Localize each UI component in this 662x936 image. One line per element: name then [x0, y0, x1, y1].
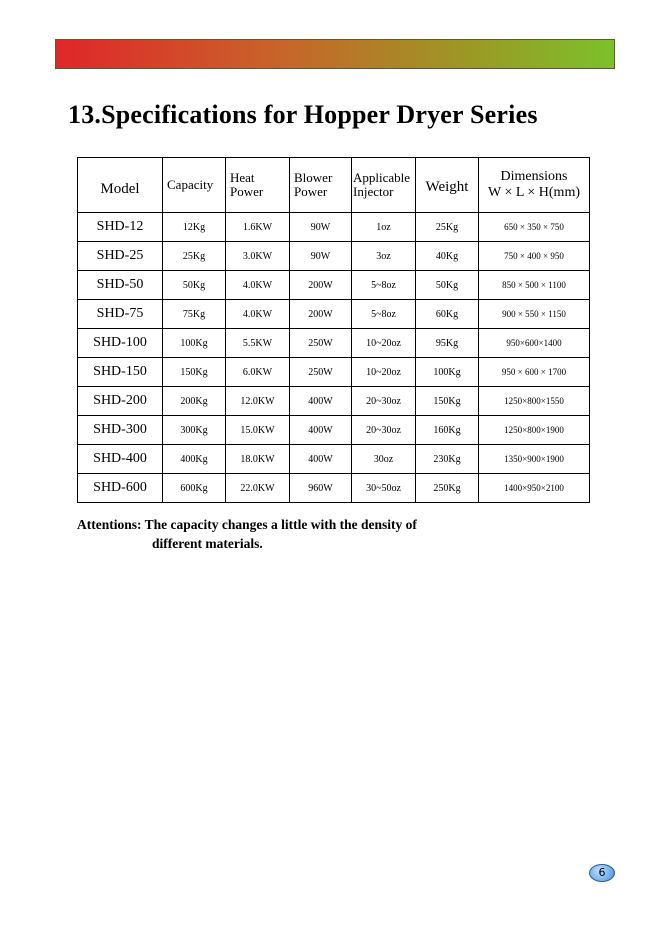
cell-dimensions: 850 × 500 × 1100	[479, 271, 590, 300]
attention-note	[77, 515, 557, 553]
cell-weight: 50Kg	[416, 271, 479, 300]
cell-heat-power: 3.0KW	[226, 242, 290, 271]
cell-blower-power: 400W	[290, 416, 352, 445]
cell-capacity: 75Kg	[163, 300, 226, 329]
cell-dimensions: 1250×800×1550	[479, 387, 590, 416]
cell-injector: 5~8oz	[352, 300, 416, 329]
cell-model: SHD-100	[78, 329, 163, 358]
cell-capacity: 100Kg	[163, 329, 226, 358]
cell-weight: 40Kg	[416, 242, 479, 271]
cell-injector: 30~50oz	[352, 474, 416, 503]
cell-model: SHD-300	[78, 416, 163, 445]
cell-heat-power: 4.0KW	[226, 300, 290, 329]
header-applicable-injector	[352, 158, 416, 213]
cell-dimensions: 950×600×1400	[479, 329, 590, 358]
cell-injector: 10~20oz	[352, 358, 416, 387]
cell-dimensions: 1250×800×1900	[479, 416, 590, 445]
cell-model: SHD-12	[78, 213, 163, 242]
header-heat-power-line1: Heat	[230, 170, 255, 185]
cell-weight: 100Kg	[416, 358, 479, 387]
header-dimensions-line1: Dimensions	[500, 169, 568, 184]
table-row	[78, 474, 590, 503]
cell-model: SHD-75	[78, 300, 163, 329]
cell-injector: 20~30oz	[352, 387, 416, 416]
header-dimensions-line2: W × L × H(mm)	[488, 185, 580, 200]
cell-blower-power: 400W	[290, 387, 352, 416]
cell-model: SHD-400	[78, 445, 163, 474]
table-row	[78, 387, 590, 416]
cell-heat-power: 18.0KW	[226, 445, 290, 474]
cell-model: SHD-600	[78, 474, 163, 503]
header-capacity: Capacity	[163, 158, 226, 213]
cell-weight: 60Kg	[416, 300, 479, 329]
specifications-table	[77, 157, 590, 503]
header-heat-power	[226, 158, 290, 213]
header-blower-power-line2: Power	[294, 184, 328, 199]
cell-dimensions: 950 × 600 × 1700	[479, 358, 590, 387]
cell-blower-power: 90W	[290, 242, 352, 271]
table-row	[78, 445, 590, 474]
header-dimensions	[479, 158, 590, 213]
cell-injector: 30oz	[352, 445, 416, 474]
table-header-row	[78, 158, 590, 213]
cell-capacity: 600Kg	[163, 474, 226, 503]
cell-dimensions: 900 × 550 × 1150	[479, 300, 590, 329]
page-number-badge: 6	[589, 864, 615, 882]
page-title: 13.Specifications for Hopper Dryer Series	[68, 100, 538, 129]
table-row	[78, 358, 590, 387]
cell-blower-power: 250W	[290, 329, 352, 358]
cell-blower-power: 400W	[290, 445, 352, 474]
cell-capacity: 50Kg	[163, 271, 226, 300]
table-row	[78, 271, 590, 300]
cell-model: SHD-25	[78, 242, 163, 271]
cell-heat-power: 5.5KW	[226, 329, 290, 358]
cell-weight: 25Kg	[416, 213, 479, 242]
cell-heat-power: 12.0KW	[226, 387, 290, 416]
cell-weight: 160Kg	[416, 416, 479, 445]
cell-weight: 95Kg	[416, 329, 479, 358]
cell-dimensions: 650 × 350 × 750	[479, 213, 590, 242]
cell-capacity: 150Kg	[163, 358, 226, 387]
cell-capacity: 400Kg	[163, 445, 226, 474]
header-heat-power-line2: Power	[230, 184, 264, 199]
cell-injector: 20~30oz	[352, 416, 416, 445]
table-row	[78, 213, 590, 242]
cell-capacity: 200Kg	[163, 387, 226, 416]
header-gradient-bar	[55, 39, 615, 69]
attention-line2: different materials.	[152, 536, 263, 551]
header-blower-power-line1: Blower	[294, 170, 333, 185]
cell-dimensions: 1400×950×2100	[479, 474, 590, 503]
header-injector-line2: Injector	[353, 184, 394, 199]
cell-capacity: 300Kg	[163, 416, 226, 445]
cell-weight: 230Kg	[416, 445, 479, 474]
cell-capacity: 12Kg	[163, 213, 226, 242]
cell-injector: 1oz	[352, 213, 416, 242]
cell-blower-power: 200W	[290, 300, 352, 329]
cell-capacity: 25Kg	[163, 242, 226, 271]
cell-dimensions: 750 × 400 × 950	[479, 242, 590, 271]
table-row	[78, 242, 590, 271]
cell-injector: 10~20oz	[352, 329, 416, 358]
cell-injector: 5~8oz	[352, 271, 416, 300]
cell-weight: 150Kg	[416, 387, 479, 416]
cell-heat-power: 15.0KW	[226, 416, 290, 445]
cell-blower-power: 200W	[290, 271, 352, 300]
cell-model: SHD-200	[78, 387, 163, 416]
cell-model: SHD-50	[78, 271, 163, 300]
cell-heat-power: 1.6KW	[226, 213, 290, 242]
table-row	[78, 329, 590, 358]
cell-model: SHD-150	[78, 358, 163, 387]
table-body	[78, 213, 590, 503]
cell-dimensions: 1350×900×1900	[479, 445, 590, 474]
cell-heat-power: 4.0KW	[226, 271, 290, 300]
table-row	[78, 416, 590, 445]
cell-blower-power: 250W	[290, 358, 352, 387]
cell-heat-power: 22.0KW	[226, 474, 290, 503]
cell-heat-power: 6.0KW	[226, 358, 290, 387]
header-model: Model	[78, 158, 163, 213]
header-blower-power	[290, 158, 352, 213]
cell-injector: 3oz	[352, 242, 416, 271]
attention-line1: Attentions: The capacity changes a little with the density of	[77, 517, 417, 532]
cell-weight: 250Kg	[416, 474, 479, 503]
cell-blower-power: 960W	[290, 474, 352, 503]
cell-blower-power: 90W	[290, 213, 352, 242]
header-weight: Weight	[416, 158, 479, 213]
table-row	[78, 300, 590, 329]
header-injector-line1: Applicable	[353, 170, 411, 185]
